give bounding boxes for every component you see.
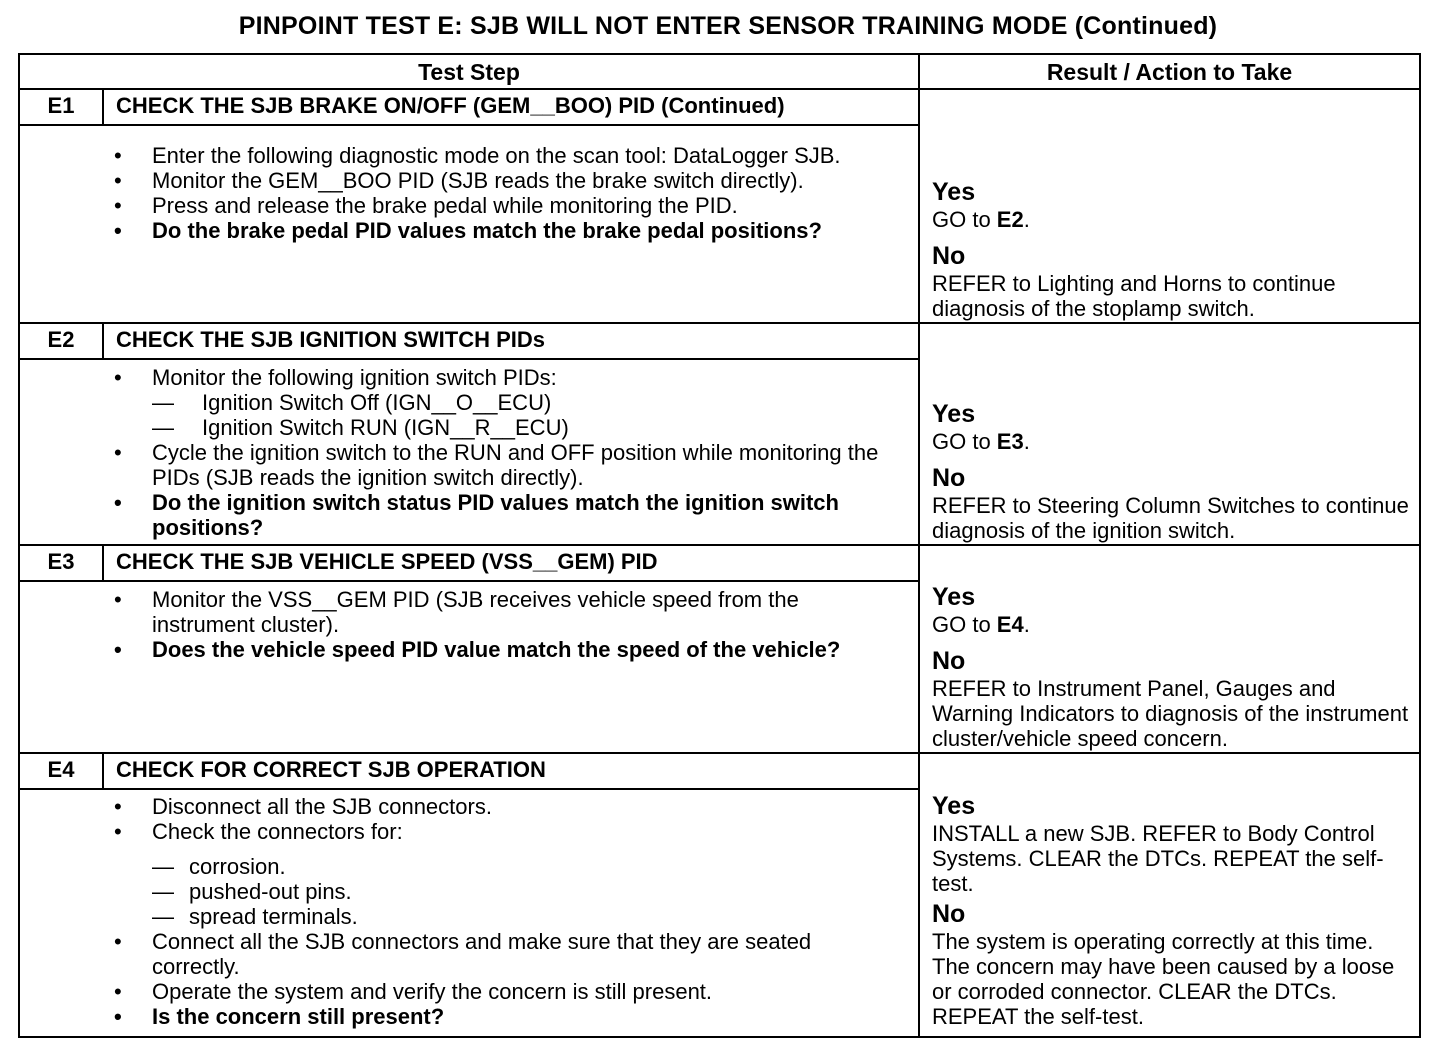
step-id-e1: E1 [47, 93, 75, 118]
no-label: No [932, 242, 966, 270]
result-e3 [932, 582, 1416, 751]
no-label: No [932, 464, 966, 492]
id-divider-e3 [102, 545, 104, 581]
list-item: • Monitor the GEM__BOO PID (SJB reads the brake switch directly). [114, 168, 804, 193]
yes-label: Yes [932, 583, 976, 611]
yes-action: GO to E3. [932, 429, 1030, 454]
result-e2 [932, 399, 1416, 543]
result-e1 [932, 177, 1416, 321]
no-action: REFER to Instrument Panel, Gauges and Warning Indicators to diagnosis of the instrument cluster/vehicle speed concern. [932, 676, 1409, 751]
step-title-e3: CHECK THE SJB VEHICLE SPEED (VSS__GEM) PID [116, 549, 658, 574]
list-item: — corrosion. [152, 854, 286, 879]
list-item: • Enter the following diagnostic mode on the scan tool: DataLogger SJB. [114, 143, 841, 168]
list-item: • Cycle the ignition switch to the RUN and OFF position while monitoring the PIDs (SJB reads the ignition switch directly). [114, 440, 879, 490]
list-item-question: • Do the ignition switch status PID values match the ignition switch positions? [114, 490, 839, 540]
page-title: PINPOINT TEST E: SJB WILL NOT ENTER SENSOR TRAINING MODE (Continued) [238, 12, 1218, 40]
e3-title-divider [18, 580, 920, 582]
goto-link[interactable]: E4 [996, 612, 1024, 637]
list-item-question: • Does the vehicle speed PID value match the speed of the vehicle? [114, 637, 841, 662]
id-divider-e1 [102, 89, 104, 125]
goto-link[interactable]: E3 [996, 429, 1024, 454]
no-action: REFER to Lighting and Horns to continue diagnosis of the stoplamp switch. [932, 271, 1336, 321]
yes-action: GO to E4. [932, 612, 1030, 637]
id-divider-e4 [102, 753, 104, 789]
step-body-e1 [112, 143, 902, 243]
step-id-e4: E4 [47, 757, 75, 782]
step-id-e2: E2 [47, 327, 75, 352]
step-body-e2 [112, 365, 902, 540]
step-id-e3: E3 [47, 549, 75, 574]
goto-link[interactable]: E2 [996, 207, 1024, 232]
list-item: — pushed-out pins. [152, 879, 352, 904]
list-item: • Connect all the SJB connectors and make sure that they are seated correctly. [114, 929, 812, 979]
yes-action: INSTALL a new SJB. REFER to Body Control Systems. CLEAR the DTCs. REPEAT the self-test. [932, 821, 1384, 896]
step-body-e4 [112, 794, 902, 1029]
list-item: • Press and release the brake pedal while monitoring the PID. [114, 193, 738, 218]
list-item: — Ignition Switch RUN (IGN__R__ECU) [152, 415, 569, 440]
no-action: The system is operating correctly at this time. The concern may have been caused by a loose or corroded connector. CLEAR the DTCs. REPEAT the self-test. [932, 929, 1395, 1029]
list-item: — Ignition Switch Off (IGN__O__ECU) [152, 390, 552, 415]
yes-label: Yes [932, 792, 976, 820]
result-e4 [932, 791, 1416, 1029]
e4-title-divider [18, 788, 920, 790]
list-item: • Check the connectors for: [114, 819, 403, 844]
step-title-e1: CHECK THE SJB BRAKE ON/OFF (GEM__BOO) PID (Continued) [116, 93, 785, 118]
yes-label: Yes [932, 178, 976, 206]
list-item-question: • Is the concern still present? [114, 1004, 445, 1029]
list-item: • Monitor the following ignition switch PIDs: [114, 365, 557, 390]
e1-title-divider [18, 124, 920, 126]
list-item: • Disconnect all the SJB connectors. [114, 794, 492, 819]
header-result: Result / Action to Take [1046, 58, 1293, 85]
no-label: No [932, 900, 966, 928]
yes-label: Yes [932, 400, 976, 428]
no-label: No [932, 647, 966, 675]
list-item-question: • Do the brake pedal PID values match the brake pedal positions? [114, 218, 822, 243]
yes-action: GO to E2. [932, 207, 1030, 232]
list-item: • Operate the system and verify the concern is still present. [114, 979, 713, 1004]
e2-title-divider [18, 358, 920, 360]
header-test-step: Test Step [418, 58, 520, 85]
list-item: • Monitor the VSS__GEM PID (SJB receives vehicle speed from the instrument cluster). [114, 587, 799, 637]
list-item: — spread terminals. [152, 904, 358, 929]
no-action: REFER to Steering Column Switches to continue diagnosis of the ignition switch. [932, 493, 1409, 543]
step-body-e3 [112, 587, 902, 662]
step-title-e2: CHECK THE SJB IGNITION SWITCH PIDs [116, 327, 546, 352]
step-title-e4: CHECK FOR CORRECT SJB OPERATION [116, 757, 546, 782]
id-divider-e2 [102, 323, 104, 359]
